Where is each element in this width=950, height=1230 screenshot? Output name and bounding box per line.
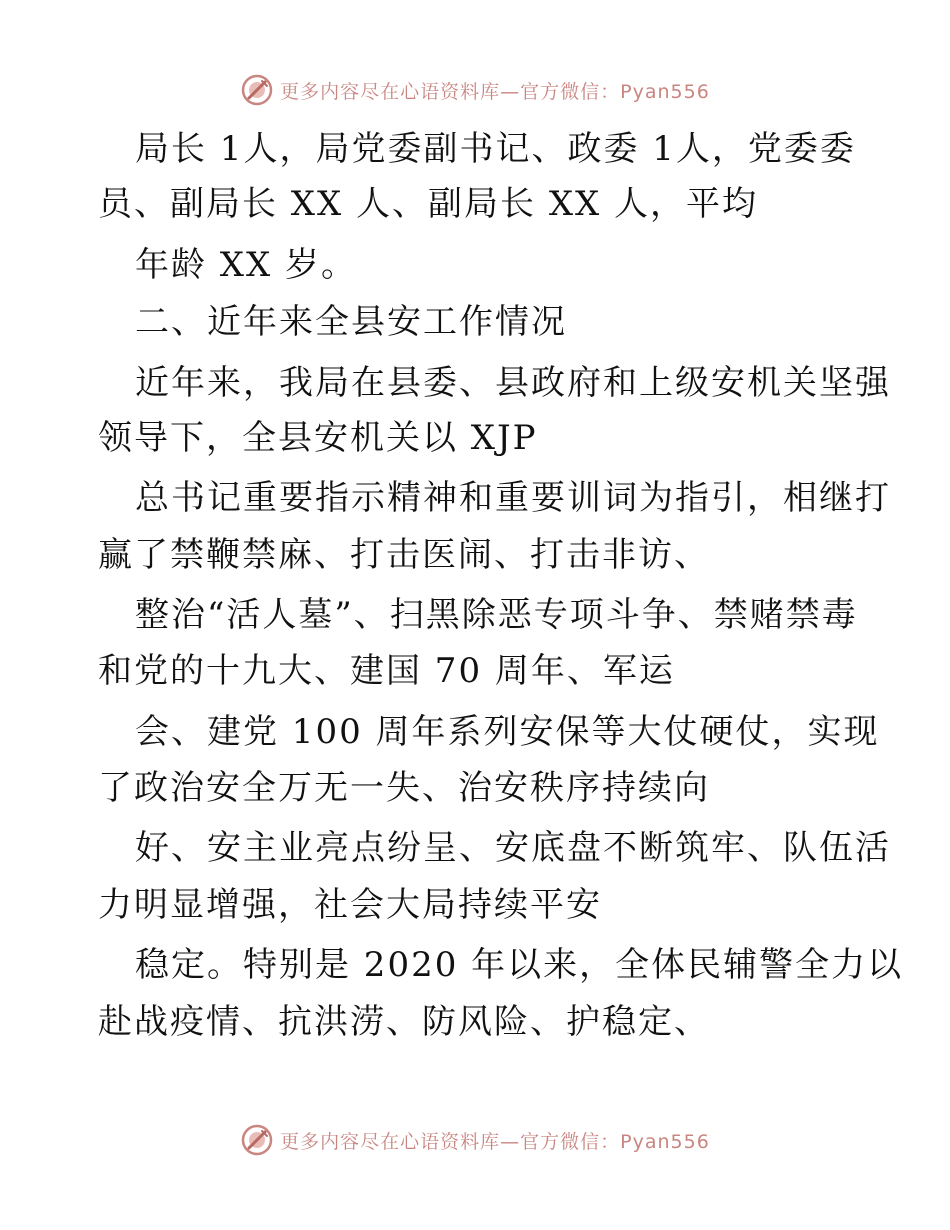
watermark-text: 更多内容尽在心语资料库—官方微信：Pyan556 (280, 1130, 710, 1153)
text-line: 整治“活人墓”、扫黑除恶专项斗争、禁赌禁毒 (135, 595, 858, 635)
text-line: 会、建党 100 周年系列安保等大仗硬仗，实现 (135, 712, 880, 752)
text-line: 总书记重要指示精神和重要训词为指引，相继打 (135, 478, 891, 518)
section-heading: 二、近年来全县安工作情况 (135, 302, 567, 342)
text-line: 力明显增强，社会大局持续平安 (98, 885, 602, 925)
text-line: 赴战疫情、抗洪涝、防风险、护稳定、 (98, 1002, 710, 1042)
text-line: 好、安主业亮点纷呈、安底盘不断筑牢、队伍活 (135, 828, 891, 868)
header-watermark (0, 70, 950, 110)
text-line: 近年来，我局在县委、县政府和上级安机关坚强 (135, 363, 891, 403)
text-line: 局长 1人，局党委副书记、政委 1人，党委委 (135, 129, 856, 169)
text-line: 年龄 XX 岁。 (135, 245, 358, 285)
text-line: 和党的十九大、建国 70 周年、军运 (98, 651, 675, 691)
text-line: 领导下，全县安机关以 XJP (98, 418, 538, 458)
logo-icon (240, 1123, 274, 1157)
footer-watermark (0, 1120, 950, 1160)
text-line: 了政治安全万无一失、治安秩序持续向 (98, 768, 710, 808)
text-line: 员、副局长 XX 人、副局长 XX 人，平均 (98, 184, 759, 224)
text-line: 赢了禁鞭禁麻、打击医闹、打击非访、 (98, 535, 710, 575)
text-line: 稳定。特别是 2020 年以来，全体民辅警全力以 (135, 945, 904, 985)
logo-icon (240, 73, 274, 107)
watermark-text: 更多内容尽在心语资料库—官方微信：Pyan556 (280, 80, 710, 103)
